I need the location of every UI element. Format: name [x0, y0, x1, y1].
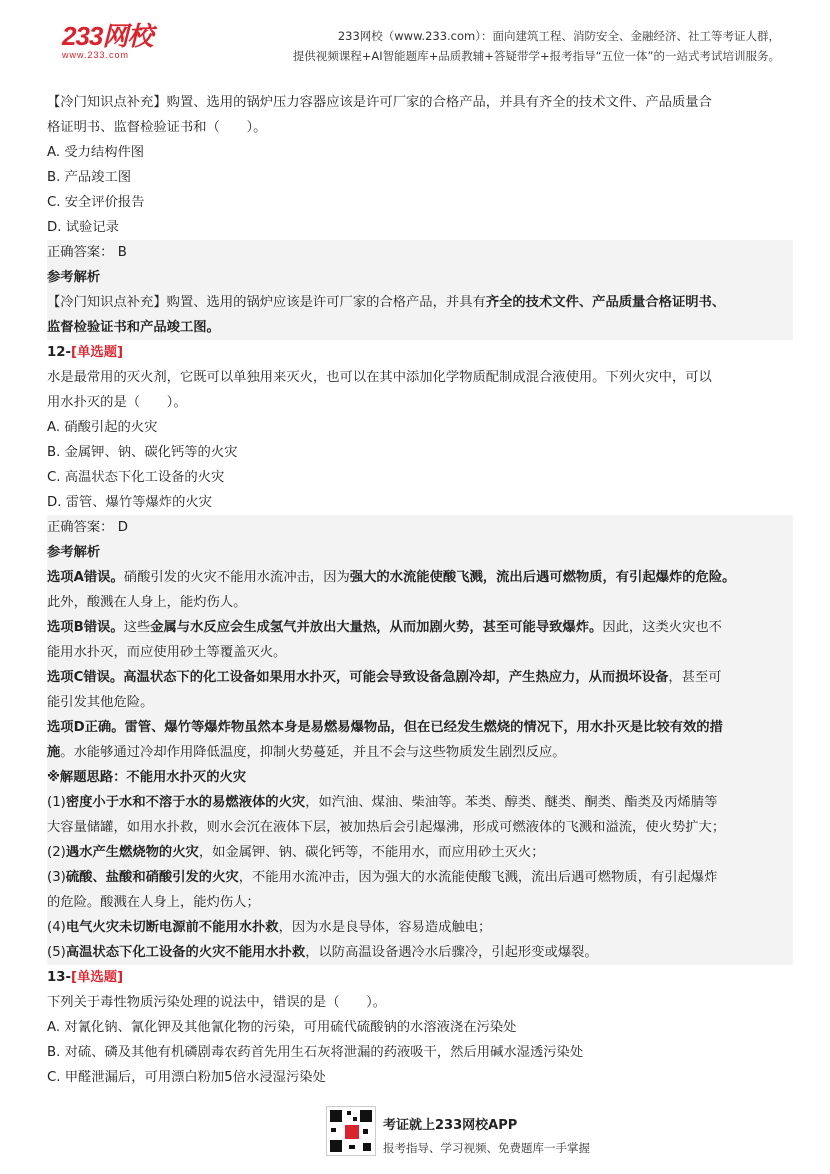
q11-option-c: C. 安全评价报告: [47, 195, 145, 210]
q12-tip-3-prefix: (3): [47, 870, 66, 885]
q12-option-d: D. 雷管、爆竹等爆炸的火灾: [47, 495, 212, 510]
q12-exp-b-text-2: 因此，这类火灾也不: [602, 620, 722, 635]
q12-exp-b-line-1: [47, 615, 793, 640]
logo-url: www.233.com: [62, 50, 130, 60]
q12-tip-5-text: ，以防高温设备遇冷水后骤冷，引起形变或爆裂。: [305, 945, 598, 960]
q12-exp-c-line-1: [47, 665, 793, 690]
q12-tip-2-highlight: 遇水产生燃烧物的火灾: [65, 845, 199, 860]
q12-exp-c-text: ，甚至可: [668, 670, 722, 685]
q12-tip-2: [47, 840, 793, 865]
q13-header: [47, 965, 793, 990]
q12-exp-b-highlight: 金属与水反应会生成氢气并放出大量热，从而加剧火势，甚至可能导致爆炸。: [150, 620, 603, 635]
document-body: [47, 90, 793, 1090]
page-footer: [0, 1104, 830, 1174]
q11-explanation-line-2: 监督检验证书和产品竣工图。: [47, 315, 793, 340]
q12-header: [47, 340, 793, 365]
q12-tip-4-highlight: 电气火灾未切断电源前不能用水扑救: [65, 920, 279, 935]
q13-type-tag: [单选题]: [71, 970, 124, 985]
header-slogan: [240, 26, 780, 66]
q12-tip-2-text: ，如金属钾、钠、碳化钙等，不能用水，而应用砂土灭火；: [198, 845, 545, 860]
q12-tip-5-highlight: 高温状态下化工设备的火灾不能用水扑救: [65, 945, 306, 960]
q12-exp-d-highlight: 雷管、爆竹等爆炸物虽然本身是易燃易爆物品，但在已经发生燃烧的情况下，用水扑灭是比较有效的措: [124, 720, 723, 735]
q11-explanation-line-1: [47, 290, 793, 315]
q12-stem-line-2: 用水扑灭的是（ ）。: [47, 395, 187, 410]
q12-exp-b-line-2: 能用水扑灭，而应使用砂土等覆盖灭火。: [47, 640, 793, 665]
qr-code-icon[interactable]: [326, 1106, 376, 1156]
q12-tip-3-line-2: 的危险。酸溅在人身上，能灼伤人；: [47, 890, 793, 915]
logo-text: 233网校: [62, 21, 153, 51]
q13-option-b: B. 对硫、磷及其他有机磷剧毒农药首先用生石灰将泄漏的药液吸干，然后用碱水湿透污染处: [47, 1045, 584, 1060]
q12-tip-1-line-2: 大容量储罐，如用水扑救，则水会沉在液体下层，被加热后会引起爆沸，形成可燃液体的飞溅和溢流，使火势扩大；: [47, 815, 793, 840]
q12-option-c: C. 高温状态下化工设备的火灾: [47, 470, 225, 485]
q11-stem-line-2: 格证明书、监督检验证书和（ ）。: [47, 120, 267, 135]
q12-exp-b-label: 选项B错误。: [47, 620, 124, 635]
q11-exp-highlight: 齐全的技术文件、产品质量合格证明书、: [485, 295, 726, 310]
q12-tip-1-line-1: [47, 790, 793, 815]
q12-tip-3-line-1: [47, 865, 793, 890]
q11-option-a: A. 受力结构件图: [47, 145, 145, 160]
q12-exp-a-highlight: 强大的水流能使酸飞溅，流出后遇可燃物质，有引起爆炸的危险。: [349, 570, 736, 585]
q13-stem: 下列关于毒性物质污染处理的说法中，错误的是（ ）。: [47, 995, 387, 1010]
q12-tip-4-prefix: (4): [47, 920, 66, 935]
q12-exp-d-label: 选项D正确。: [47, 720, 125, 735]
q12-exp-d-highlight-2: 施: [47, 745, 61, 760]
q11-option-b: B. 产品竣工图: [47, 170, 132, 185]
q12-exp-a-text: 硝酸引发的火灾不能用水流冲击，因为: [123, 570, 350, 585]
q12-answer: 正确答案： D: [47, 515, 793, 540]
q11-exp-text: 【冷门知识点补充】购置、选用的锅炉应该是许可厂家的合格产品，并具有: [47, 295, 486, 310]
q11-analysis-title: 参考解析: [47, 265, 793, 290]
q12-tip-5: [47, 940, 793, 965]
q12-tip-1-text: ，如汽油、煤油、柴油等。苯类、醇类、醚类、酮类、酯类及丙烯腈等: [305, 795, 718, 810]
q12-type-tag: [单选题]: [71, 345, 124, 360]
q13-option-c: C. 甲醛泄漏后，可用漂白粉加5倍水浸湿污染处: [47, 1070, 326, 1085]
q12-tip-1-prefix: (1): [47, 795, 66, 810]
q12-tip-1-highlight: 密度小于水和不溶于水的易燃液体的火灾: [65, 795, 306, 810]
q12-exp-d-text: 。水能够通过冷却作用降低温度，抑制火势蔓延，并且不会与这些物质发生剧烈反应。: [60, 745, 566, 760]
q12-exp-b-text: 这些: [123, 620, 151, 635]
page-header: [0, 0, 830, 78]
q11-stem-line-1: 【冷门知识点补充】购置、选用的锅炉压力容器应该是许可厂家的合格产品，并具有齐全的技术文件、产品质量合: [47, 95, 712, 110]
q12-option-a: A. 硝酸引起的火灾: [47, 420, 158, 435]
footer-app-title: 考证就上233网校APP: [383, 1118, 518, 1133]
q12-option-b: B. 金属钾、钠、碳化钙等的火灾: [47, 445, 238, 460]
q12-exp-d-line-2: [47, 740, 793, 765]
q12-tips-title: ※解题思路：不能用水扑灭的火灾: [47, 765, 793, 790]
q12-stem-line-1: 水是最常用的灭火剂，它既可以单独用来灭火，也可以在其中添加化学物质配制成混合液使用。下列火灾中，可以: [47, 370, 712, 385]
q12-tip-4: [47, 915, 793, 940]
q12-exp-d-line-1: [47, 715, 793, 740]
q12-exp-a-label: 选项A错误。: [47, 570, 124, 585]
slogan-line-1: 233网校（www.233.com）：面向建筑工程、消防安全、金融经济、社工等考证人群，: [337, 29, 780, 43]
q12-exp-c-line-2: 能引发其他危险。: [47, 690, 793, 715]
q12-tip-5-prefix: (5): [47, 945, 66, 960]
brand-logo[interactable]: [62, 22, 182, 60]
footer-app-subtitle: 报考指导、学习视频、免费题库一手掌握: [383, 1141, 590, 1155]
q13-number: 13-: [47, 970, 72, 985]
q12-exp-a-line-2: 此外，酸溅在人身上，能灼伤人。: [47, 590, 793, 615]
q12-exp-a-line-1: [47, 565, 793, 590]
q13-option-a: A. 对氰化钠、氰化钾及其他氰化物的污染，可用硫代硫酸钠的水溶液浇在污染处: [47, 1020, 517, 1035]
q12-tip-2-prefix: (2): [47, 845, 66, 860]
q11-option-d: D. 试验记录: [47, 220, 119, 235]
q12-exp-c-highlight: 高温状态下的化工设备如果用水扑灭，可能会导致设备急剧冷却，产生热应力，从而损坏设备: [123, 670, 669, 685]
q12-exp-c-label: 选项C错误。: [47, 670, 124, 685]
q12-number: 12-: [47, 345, 72, 360]
q11-answer: 正确答案： B: [47, 240, 793, 265]
q12-tip-4-text: ，因为水是良导体，容易造成触电；: [278, 920, 492, 935]
q12-analysis-title: 参考解析: [47, 540, 793, 565]
q12-tip-3-highlight: 硫酸、盐酸和硝酸引发的火灾: [65, 870, 239, 885]
q12-tip-3-text: ，不能用水流冲击，因为强大的水流能使酸飞溅，流出后遇可燃物质，有引起爆炸: [238, 870, 718, 885]
slogan-line-2: 提供视频课程+AI智能题库+品质教辅+答疑带学+报考指导“五位一体”的一站式考试培训服务。: [292, 49, 780, 63]
